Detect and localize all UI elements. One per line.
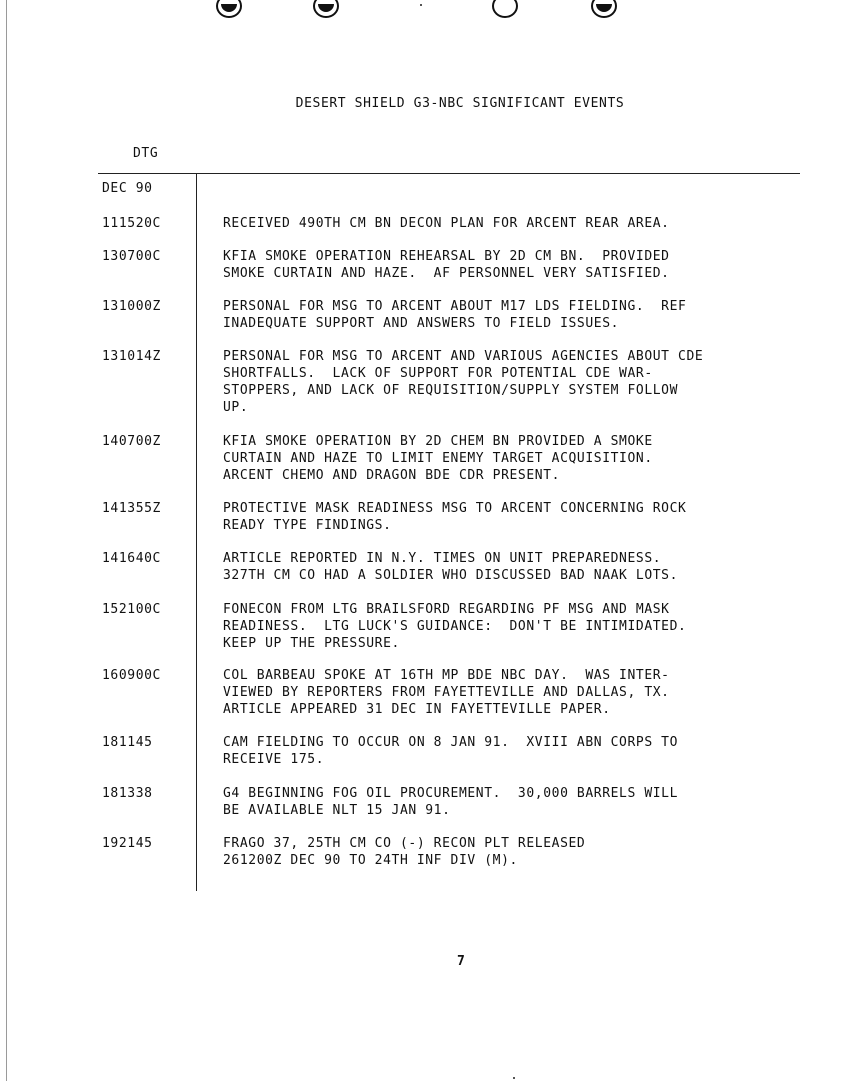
event-text-line: ARTICLE REPORTED IN N.Y. TIMES ON UNIT PREPAREDNESS. [223, 551, 662, 566]
event-dtg: 131000Z [102, 299, 161, 314]
event-dtg: 152100C [102, 602, 161, 617]
event-text-line: SHORTFALLS. LACK OF SUPPORT FOR POTENTIAL CDE WAR- [223, 366, 653, 381]
event-text-line: PERSONAL FOR MSG TO ARCENT ABOUT M17 LDS FIELDING. REF [223, 299, 687, 314]
event-text-line: RECEIVED 490TH CM BN DECON PLAN FOR ARCENT REAR AREA. [223, 216, 670, 231]
event-text-line: 261200Z DEC 90 TO 24TH INF DIV (M). [223, 853, 518, 868]
punch-hole-icon [591, 0, 617, 18]
punch-holes [0, 0, 850, 30]
event-dtg: 111520C [102, 216, 161, 231]
page-number: 7 [457, 954, 465, 969]
event-text-line: COL BARBEAU SPOKE AT 16TH MP BDE NBC DAY. WAS INTER- [223, 668, 670, 683]
event-dtg: 130700C [102, 249, 161, 264]
event-dtg: 141355Z [102, 501, 161, 516]
event-dtg: 140700Z [102, 434, 161, 449]
event-text-line: CAM FIELDING TO OCCUR ON 8 JAN 91. XVIII ABN CORPS TO [223, 735, 679, 750]
scan-speck [513, 1077, 515, 1079]
event-dtg: 181145 [102, 735, 153, 750]
event-text-line: KEEP UP THE PRESSURE. [223, 636, 400, 651]
event-dtg: 181338 [102, 786, 153, 801]
event-text-line: STOPPERS, AND LACK OF REQUISITION/SUPPLY SYSTEM FOLLOW [223, 383, 679, 398]
page-scan-edge [6, 0, 7, 1081]
dtg-column-header: DTG [133, 146, 159, 161]
event-text-line: UP. [223, 400, 249, 415]
event-text-line: FONECON FROM LTG BRAILSFORD REGARDING PF MSG AND MASK [223, 602, 670, 617]
event-text-line: G4 BEGINNING FOG OIL PROCUREMENT. 30,000 BARRELS WILL [223, 786, 679, 801]
column-divider [196, 173, 197, 891]
event-text-line: READY TYPE FINDINGS. [223, 518, 392, 533]
document-title: DESERT SHIELD G3-NBC SIGNIFICANT EVENTS [295, 96, 625, 111]
event-dtg: 141640C [102, 551, 161, 566]
event-text-line: CURTAIN AND HAZE TO LIMIT ENEMY TARGET ACQUISITION. [223, 451, 653, 466]
event-text-line: ARTICLE APPEARED 31 DEC IN FAYETTEVILLE PAPER. [223, 702, 611, 717]
event-dtg: 160900C [102, 668, 161, 683]
punch-hole-icon [313, 0, 339, 18]
event-text-line: FRAGO 37, 25TH CM CO (-) RECON PLT RELEASED [223, 836, 586, 851]
event-dtg: 192145 [102, 836, 153, 851]
event-text-line: ARCENT CHEMO AND DRAGON BDE CDR PRESENT. [223, 468, 561, 483]
event-text-line: KFIA SMOKE OPERATION BY 2D CHEM BN PROVIDED A SMOKE [223, 434, 653, 449]
event-text-line: PROTECTIVE MASK READINESS MSG TO ARCENT CONCERNING ROCK [223, 501, 687, 516]
event-text-line: KFIA SMOKE OPERATION REHEARSAL BY 2D CM BN. PROVIDED [223, 249, 670, 264]
event-text-line: PERSONAL FOR MSG TO ARCENT AND VARIOUS AGENCIES ABOUT CDE [223, 349, 704, 364]
scan-speck [420, 4, 422, 6]
event-text-line: INADEQUATE SUPPORT AND ANSWERS TO FIELD ISSUES. [223, 316, 620, 331]
event-text-line: 327TH CM CO HAD A SOLDIER WHO DISCUSSED BAD NAAK LOTS. [223, 568, 679, 583]
event-text-line: VIEWED BY REPORTERS FROM FAYETTEVILLE AND DALLAS, TX. [223, 685, 670, 700]
punch-hole-icon [216, 0, 242, 18]
event-text-line: RECEIVE 175. [223, 752, 325, 767]
event-text-line: READINESS. LTG LUCK'S GUIDANCE: DON'T BE INTIMIDATED. [223, 619, 687, 634]
event-text-line: SMOKE CURTAIN AND HAZE. AF PERSONNEL VERY SATISFIED. [223, 266, 670, 281]
event-text-line: BE AVAILABLE NLT 15 JAN 91. [223, 803, 451, 818]
punch-hole-icon [492, 0, 518, 18]
month-label: DEC 90 [102, 181, 153, 196]
event-dtg: 131014Z [102, 349, 161, 364]
header-rule [98, 173, 800, 174]
